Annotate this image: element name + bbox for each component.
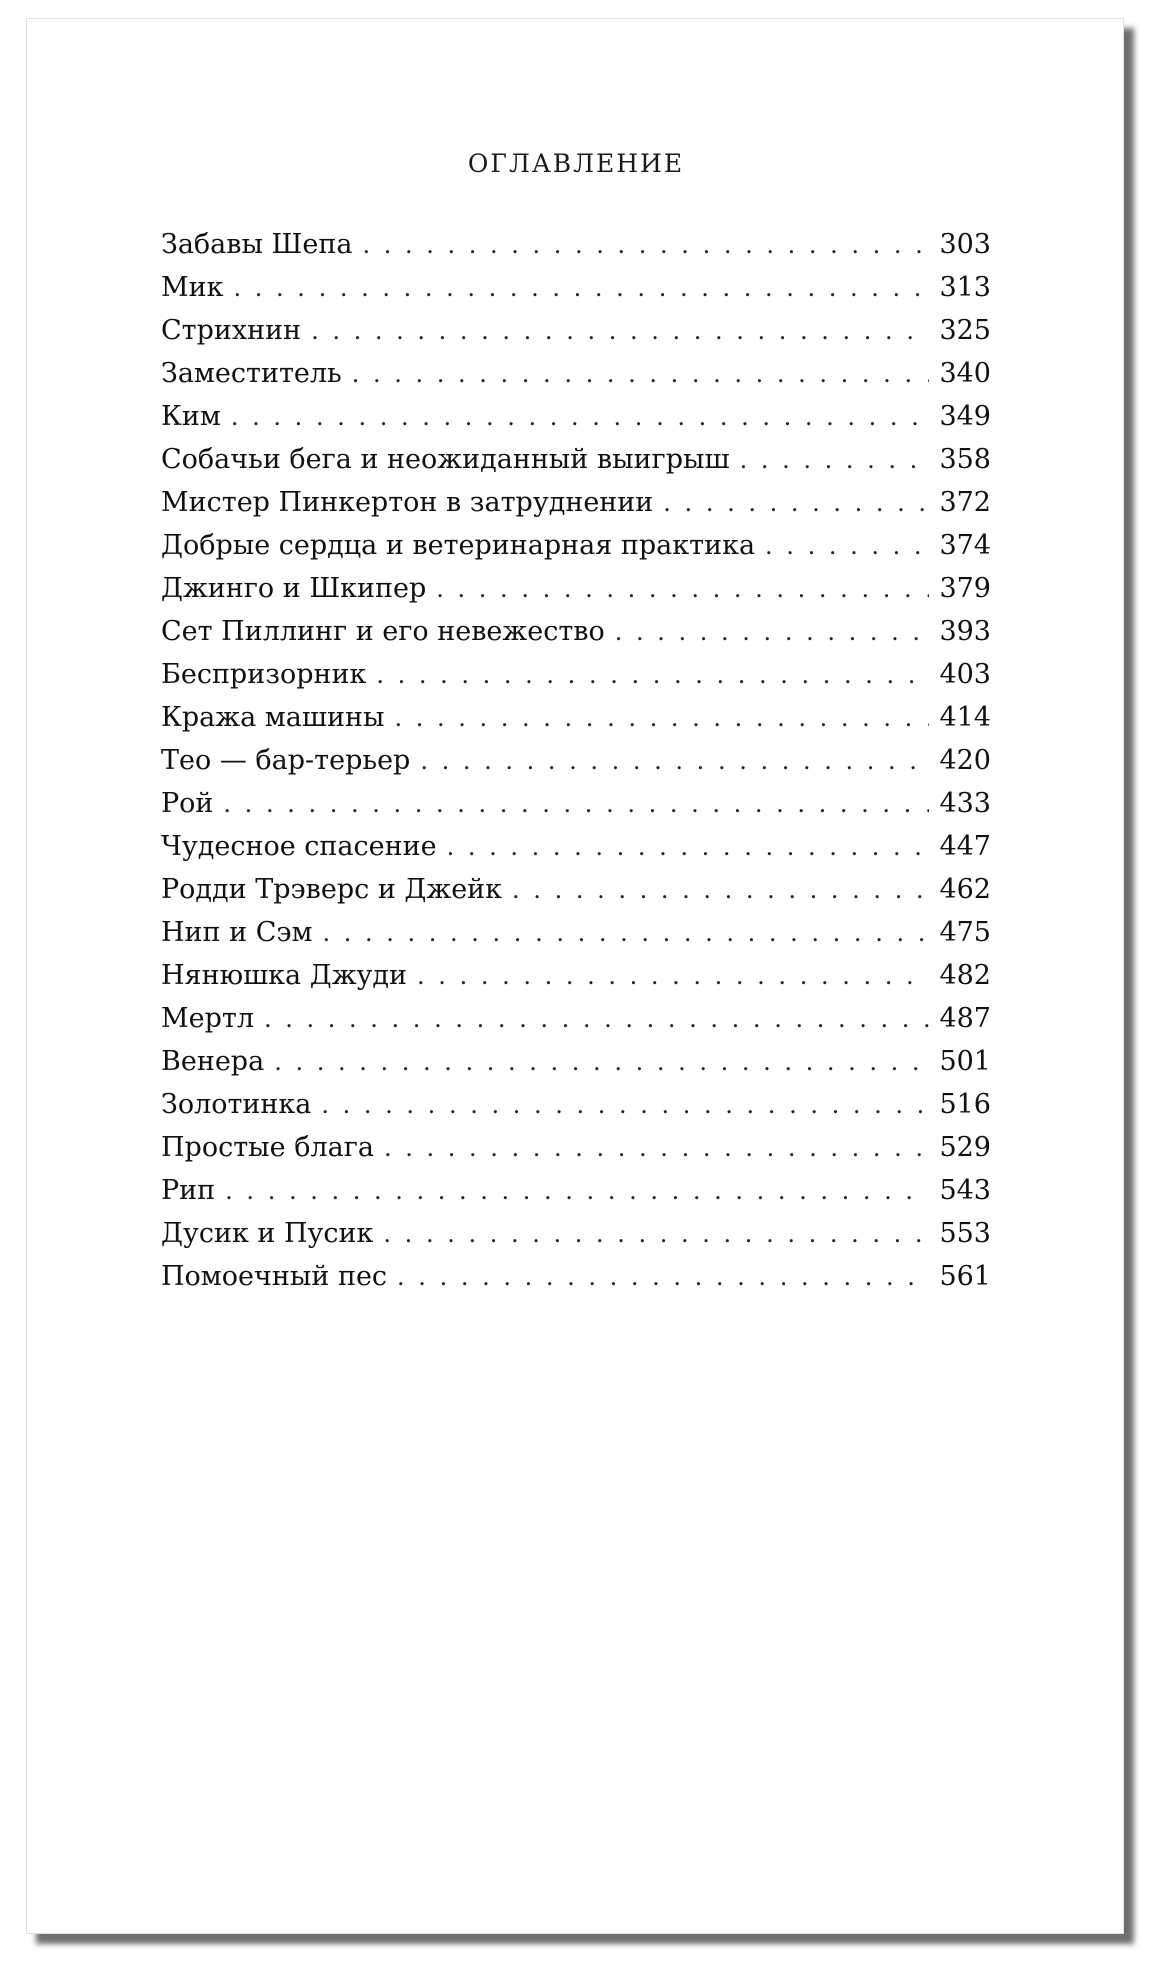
toc-entry-page-number: 372 (939, 487, 991, 518)
toc-entry (161, 831, 991, 874)
toc-entry-title: Родди Трэверс и Джейк (161, 874, 503, 905)
toc-entry-title: Венера (161, 1046, 265, 1077)
toc-entry-page-number: 379 (939, 573, 991, 604)
toc-dot-leader (376, 661, 929, 689)
toc-entry (161, 788, 991, 831)
toc-entry-page-number: 447 (939, 831, 991, 862)
toc-entry (161, 358, 991, 401)
toc-entry-page-number: 393 (939, 616, 991, 647)
toc-entry-page-number: 374 (939, 530, 991, 561)
toc-entry-page-number: 420 (939, 745, 991, 776)
toc-dot-leader (512, 876, 929, 904)
toc-entry-title: Нянюшка Джуди (161, 960, 408, 991)
toc-entry (161, 444, 991, 487)
toc-dot-leader (765, 532, 929, 560)
toc-entry-page-number: 349 (939, 401, 991, 432)
toc-dot-leader (417, 962, 929, 990)
toc-entry (161, 960, 991, 1003)
toc-entry-title: Кража машины (161, 702, 385, 733)
toc-entry-title: Стрихнин (161, 315, 302, 346)
toc-entry (161, 573, 991, 616)
toc-entry-page-number: 553 (939, 1218, 991, 1249)
toc-entry-title: Золотинка (161, 1089, 312, 1120)
table-of-contents (161, 229, 991, 1304)
toc-dot-leader (383, 1220, 929, 1248)
toc-entry-title: Мистер Пинкертон в затруднении (161, 487, 654, 518)
toc-entry-title: Добрые сердца и ветеринарная практика (161, 530, 756, 561)
toc-entry-title: Помоечный пес (161, 1261, 388, 1292)
toc-entry (161, 530, 991, 573)
toc-entry (161, 315, 991, 358)
toc-entry-title: Ким (161, 401, 221, 432)
toc-entry-page-number: 482 (939, 960, 991, 991)
toc-entry-title: Мик (161, 272, 224, 303)
toc-dot-leader (311, 317, 929, 345)
toc-entry-page-number: 487 (939, 1003, 991, 1034)
toc-entry-title: Беспризорник (161, 659, 367, 690)
toc-entry-page-number: 475 (939, 917, 991, 948)
toc-entry-page-number: 358 (939, 444, 991, 475)
toc-entry-title: Забавы Шепа (161, 229, 353, 260)
toc-entry-page-number: 414 (939, 702, 991, 733)
toc-dot-leader (397, 1263, 929, 1291)
toc-entry-page-number: 340 (939, 358, 991, 389)
toc-entry (161, 1261, 991, 1304)
toc-dot-leader (231, 403, 929, 431)
toc-dot-leader (321, 1091, 929, 1119)
toc-entry (161, 272, 991, 315)
toc-entry-title: Тео — бар-терьер (161, 745, 411, 776)
toc-entry (161, 1132, 991, 1175)
toc-dot-leader (740, 446, 929, 474)
toc-entry-page-number: 303 (939, 229, 991, 260)
toc-entry-page-number: 325 (939, 315, 991, 346)
toc-dot-leader (663, 489, 929, 517)
toc-entry (161, 659, 991, 702)
toc-entry (161, 1089, 991, 1132)
toc-dot-leader (394, 704, 929, 732)
toc-dot-leader (447, 833, 929, 861)
toc-dot-leader (384, 1134, 929, 1162)
toc-entry (161, 1003, 991, 1046)
toc-entry (161, 702, 991, 745)
toc-entry-page-number: 516 (939, 1089, 991, 1120)
toc-entry-title: Сет Пиллинг и его невежество (161, 616, 605, 647)
toc-entry-title: Рип (161, 1175, 216, 1206)
toc-entry-title: Собачьи бега и неожиданный выигрыш (161, 444, 730, 475)
toc-entry-title: Нип и Сэм (161, 917, 313, 948)
book-page (26, 18, 1124, 1934)
toc-entry (161, 487, 991, 530)
toc-entry (161, 616, 991, 659)
toc-entry-title: Простые блага (161, 1132, 374, 1163)
toc-entry (161, 874, 991, 917)
toc-entry-page-number: 403 (939, 659, 991, 690)
toc-dot-leader (274, 1048, 929, 1076)
toc-entry (161, 401, 991, 444)
toc-entry-page-number: 529 (939, 1132, 991, 1163)
toc-entry-title: Дусик и Пусик (161, 1218, 374, 1249)
toc-entry-page-number: 543 (939, 1175, 991, 1206)
toc-dot-leader (322, 919, 929, 947)
toc-dot-leader (436, 575, 929, 603)
toc-entry (161, 229, 991, 272)
toc-dot-leader (352, 360, 929, 388)
toc-entry-title: Заместитель (161, 358, 342, 389)
toc-dot-leader (362, 231, 929, 259)
toc-dot-leader (264, 1005, 929, 1033)
toc-entry-title: Чудесное спасение (161, 831, 437, 862)
toc-entry (161, 1218, 991, 1261)
toc-entry-page-number: 561 (939, 1261, 991, 1292)
toc-entry (161, 1046, 991, 1089)
toc-dot-leader (223, 790, 929, 818)
toc-entry-title: Рой (161, 788, 214, 819)
page-title: ОГЛАВЛЕНИЕ (467, 149, 685, 178)
toc-entry-page-number: 462 (939, 874, 991, 905)
toc-entry (161, 917, 991, 960)
toc-entry-page-number: 313 (939, 272, 991, 303)
toc-dot-leader (234, 274, 929, 302)
toc-entry-title: Джинго и Шкипер (161, 573, 427, 604)
toc-dot-leader (615, 618, 929, 646)
toc-entry (161, 745, 991, 788)
toc-entry-page-number: 501 (939, 1046, 991, 1077)
toc-entry (161, 1175, 991, 1218)
toc-entry-title: Мертл (161, 1003, 254, 1034)
toc-dot-leader (420, 747, 929, 775)
toc-entry-page-number: 433 (939, 788, 991, 819)
toc-dot-leader (225, 1177, 929, 1205)
